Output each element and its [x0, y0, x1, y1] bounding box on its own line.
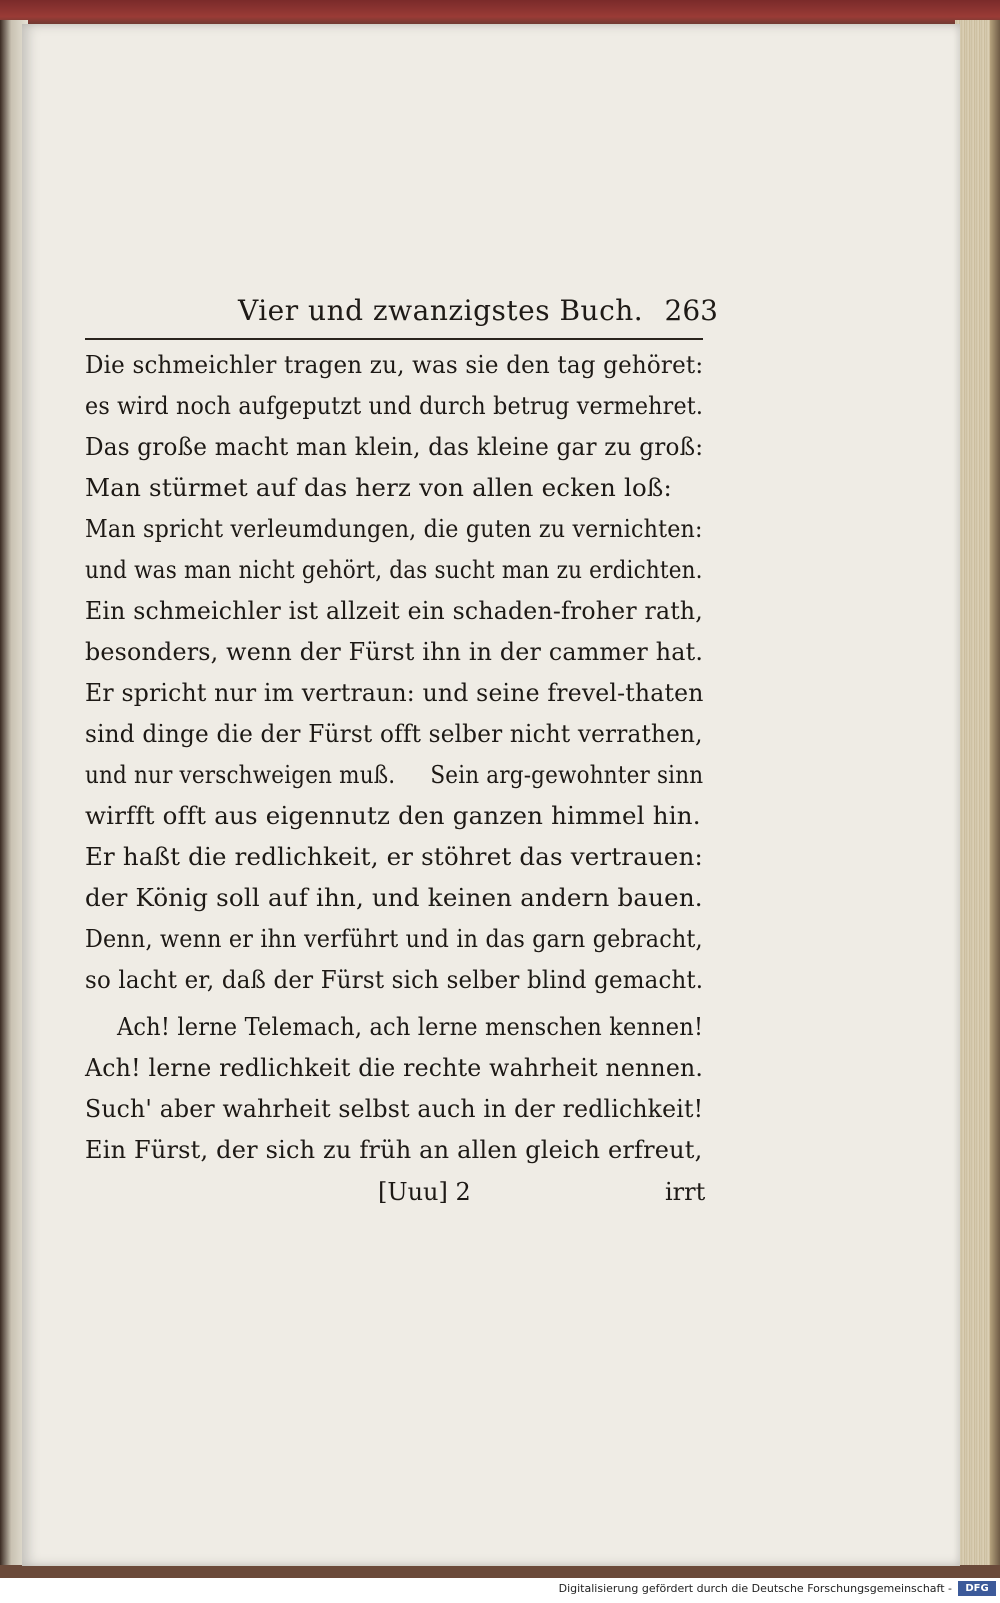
verse-line: Er spricht nur im vertraun: und seine frevel-thaten — [85, 678, 704, 707]
verse-line: sind dinge die der Fürst offt selber nicht verrathen, — [85, 719, 703, 748]
verse-line: so lacht er, daß der Fürst sich selber blind gemacht. — [85, 965, 704, 994]
running-header — [238, 294, 718, 334]
digitization-footer — [0, 1578, 1000, 1603]
page-block-edge — [955, 20, 1000, 1565]
verse-line: und nur verschweigen muß. Sein arg-gewohnter sinn — [85, 760, 704, 789]
verse-line: und was man nicht gehört, das sucht man zu erdichten. — [85, 555, 703, 584]
running-title: Vier und zwanzigstes Buch. — [238, 294, 644, 327]
verse-line: Ach! lerne Telemach, ach lerne menschen kennen! — [117, 1012, 704, 1041]
footer-credit: Digitalisierung gefördert durch die Deutsche Forschungsgemeinschaft - — [558, 1582, 952, 1595]
verse-line: Die schmeichler tragen zu, was sie den tag gehöret: — [85, 350, 704, 379]
verse-line: es wird noch aufgeputzt und durch betrug vermehret. — [85, 391, 704, 420]
catchword: irrt — [665, 1178, 706, 1206]
signature-mark: [Uuu] 2 — [378, 1178, 471, 1206]
verse-line: Ach! lerne redlichkeit die rechte wahrheit nennen. — [85, 1053, 704, 1082]
verse-line: Ein Fürst, der sich zu früh an allen gleich erfreut, — [85, 1135, 703, 1164]
verse-line: Denn, wenn er ihn verführt und in das garn gebracht, — [85, 924, 703, 953]
verse-line: der König soll auf ihn, und keinen andern bauen. — [85, 883, 703, 912]
book-page — [22, 24, 960, 1566]
verse-line: Das große macht man klein, das kleine gar zu groß: — [85, 432, 704, 461]
verse-line: wirfft offt aus eigennutz den ganzen himmel hin. — [85, 801, 701, 830]
page-number: 263 — [664, 294, 718, 327]
header-rule — [85, 338, 703, 340]
verse-line: besonders, wenn der Fürst ihn in der cammer hat. — [85, 637, 704, 666]
verse-line: Man spricht verleumdungen, die guten zu vernichten: — [85, 514, 703, 543]
verse-line: Er haßt die redlichkeit, er stöhret das vertrauen: — [85, 842, 703, 871]
verse-line: Ein schmeichler ist allzeit ein schaden-froher rath, — [85, 596, 703, 625]
verse-line: Man stürmet auf das herz von allen ecken loß: — [85, 473, 672, 502]
verse-line: Such' aber wahrheit selbst auch in der redlichkeit! — [85, 1094, 704, 1123]
dfg-logo: DFG — [958, 1581, 996, 1596]
